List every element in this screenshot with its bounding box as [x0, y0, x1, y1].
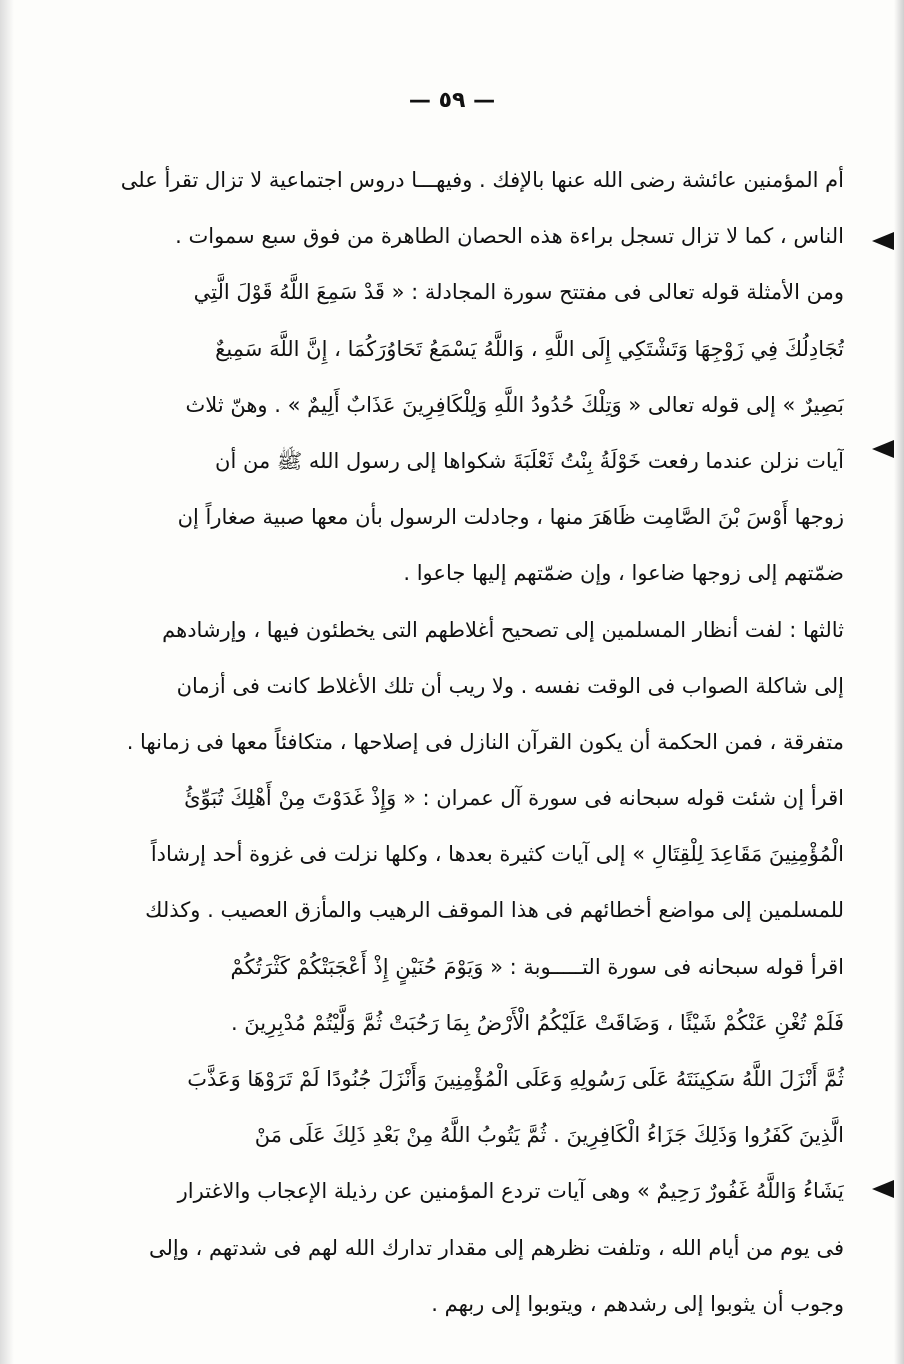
- text-line: الَّذِينَ كَفَرُوا وَذَلِكَ جَزَاءُ الْكَافِرِينَ . ثُمَّ يَتُوبُ اللَّهُ مِنْ بَعْدِ ذَلِكَ عَلَى مَنْ: [254, 1123, 844, 1148]
- text-line: اقرأ إن شئت قوله سبحانه فى سورة آل عمران : « وَإِذْ غَدَوْتَ مِنْ أَهْلِكَ تُبَوِّئُ: [184, 786, 844, 811]
- text-line: آيات نزلن عندما رفعت خَوْلَةُ بِنْتُ ثَعْلَبَةَ شكواها إلى رسول الله ﷺ من أن: [215, 448, 844, 473]
- text-line: للمسلمين إلى مواضع أخطائهم فى هذا الموقف الرهيب والمأزق العصيب . وكذلك: [145, 898, 844, 923]
- text-line: متفرقة ، فمن الحكمة أن يكون القرآن النازل فى إصلاحها ، متكافئاً معها فى زمانها .: [126, 729, 844, 754]
- text-line: ثُمَّ أَنْزَلَ اللَّهُ سَكِينَتَهُ عَلَى رَسُولِهِ وَعَلَى الْمُؤْمِنِينَ وَأَنْزَلَ جُنُودًا لَمْ تَرَوْهَا وَعَذَّبَ: [187, 1067, 844, 1091]
- body-text: [118, 152, 844, 1332]
- margin-arrow-mark: [872, 440, 894, 458]
- page-number: — ٥٩ —: [408, 88, 496, 113]
- text-line: بَصِيرٌ » إلى قوله تعالى « وَتِلْكَ حُدُودُ اللَّهِ وَلِلْكَافِرِينَ عَذَابٌ أَلِيمٌ » . وهنّ ثلاث: [185, 392, 844, 417]
- text-line: الْمُؤْمِنِينَ مَقَاعِدَ لِلْقِتَالِ » إلى آيات كثيرة بعدها ، وكلها نزلت فى غزوة أحد إرشاداً: [150, 842, 844, 867]
- paragraph-2: [118, 264, 844, 601]
- margin-arrow-mark: [872, 232, 894, 250]
- text-line: وجوب أن يثوبوا إلى رشدهم ، ويتوبوا إلى ربهم .: [431, 1291, 844, 1316]
- text-line: فى يوم من أيام الله ، وتلفت نظرهم إلى مقدار تدارك الله لهم فى شدتهم ، وإلى: [148, 1235, 844, 1260]
- text-line: اقرأ قوله سبحانه فى سورة التـــــوبة : « وَيَوْمَ حُنَيْنٍ إِذْ أَعْجَبَتْكُمْ كَثْرَتُكُمْ: [230, 954, 844, 979]
- margin-arrow-mark: [872, 1180, 894, 1198]
- text-line: ومن الأمثلة قوله تعالى فى مفتتح سورة المجادلة : « قَدْ سَمِعَ اللَّهُ قَوْلَ الَّتِي: [193, 280, 844, 305]
- paragraph-3: [118, 602, 844, 1332]
- text-line: ثالثها : لفت أنظار المسلمين إلى تصحيح أغلاطهم التى يخطئون فيها ، وإرشادهم: [162, 617, 844, 642]
- text-line: الناس ، كما لا تزال تسجل براءة هذه الحصان الطاهرة من فوق سبع سموات .: [175, 224, 844, 249]
- text-line: يَشَاءُ وَاللَّهُ غَفُورٌ رَحِيمٌ » وهى آيات تردع المؤمنين عن رذيلة الإعجاب والاغترار: [177, 1179, 844, 1204]
- scan-shadow-left: [0, 0, 14, 1364]
- paragraph-1: [118, 152, 844, 264]
- text-line: فَلَمْ تُغْنِ عَنْكُمْ شَيْئًا ، وَضَاقَتْ عَلَيْكُمُ الْأَرْضُ بِمَا رَحُبَتْ ثُمَّ وَلَّيْتُمْ مُدْبِرِينَ .: [230, 1010, 844, 1035]
- text-line: أم المؤمنين عائشة رضى الله عنها بالإفك . وفيهـــا دروس اجتماعية لا تزال تقرأ على: [120, 168, 844, 192]
- scan-shadow-right: [894, 0, 904, 1364]
- text-line: تُجَادِلُكَ فِي زَوْجِهَا وَتَشْتَكِي إِلَى اللَّهِ ، وَاللَّهُ يَسْمَعُ تَحَاوُرَكُمَا ، إِنَّ اللَّهَ سَمِيعٌ: [215, 336, 844, 361]
- text-line: إلى شاكلة الصواب فى الوقت نفسه . ولا ريب أن تلك الأغلاط كانت فى أزمان: [176, 673, 844, 698]
- text-line: زوجها أَوْسَ بْنَ الصَّامِت ظَاهَرَ منها ، وجادلت الرسول بأن معها صبية صغاراً إن: [177, 505, 844, 530]
- text-line: ضمّتهم إلى زوجها ضاعوا ، وإن ضمّتهم إليها جاعوا .: [403, 561, 844, 586]
